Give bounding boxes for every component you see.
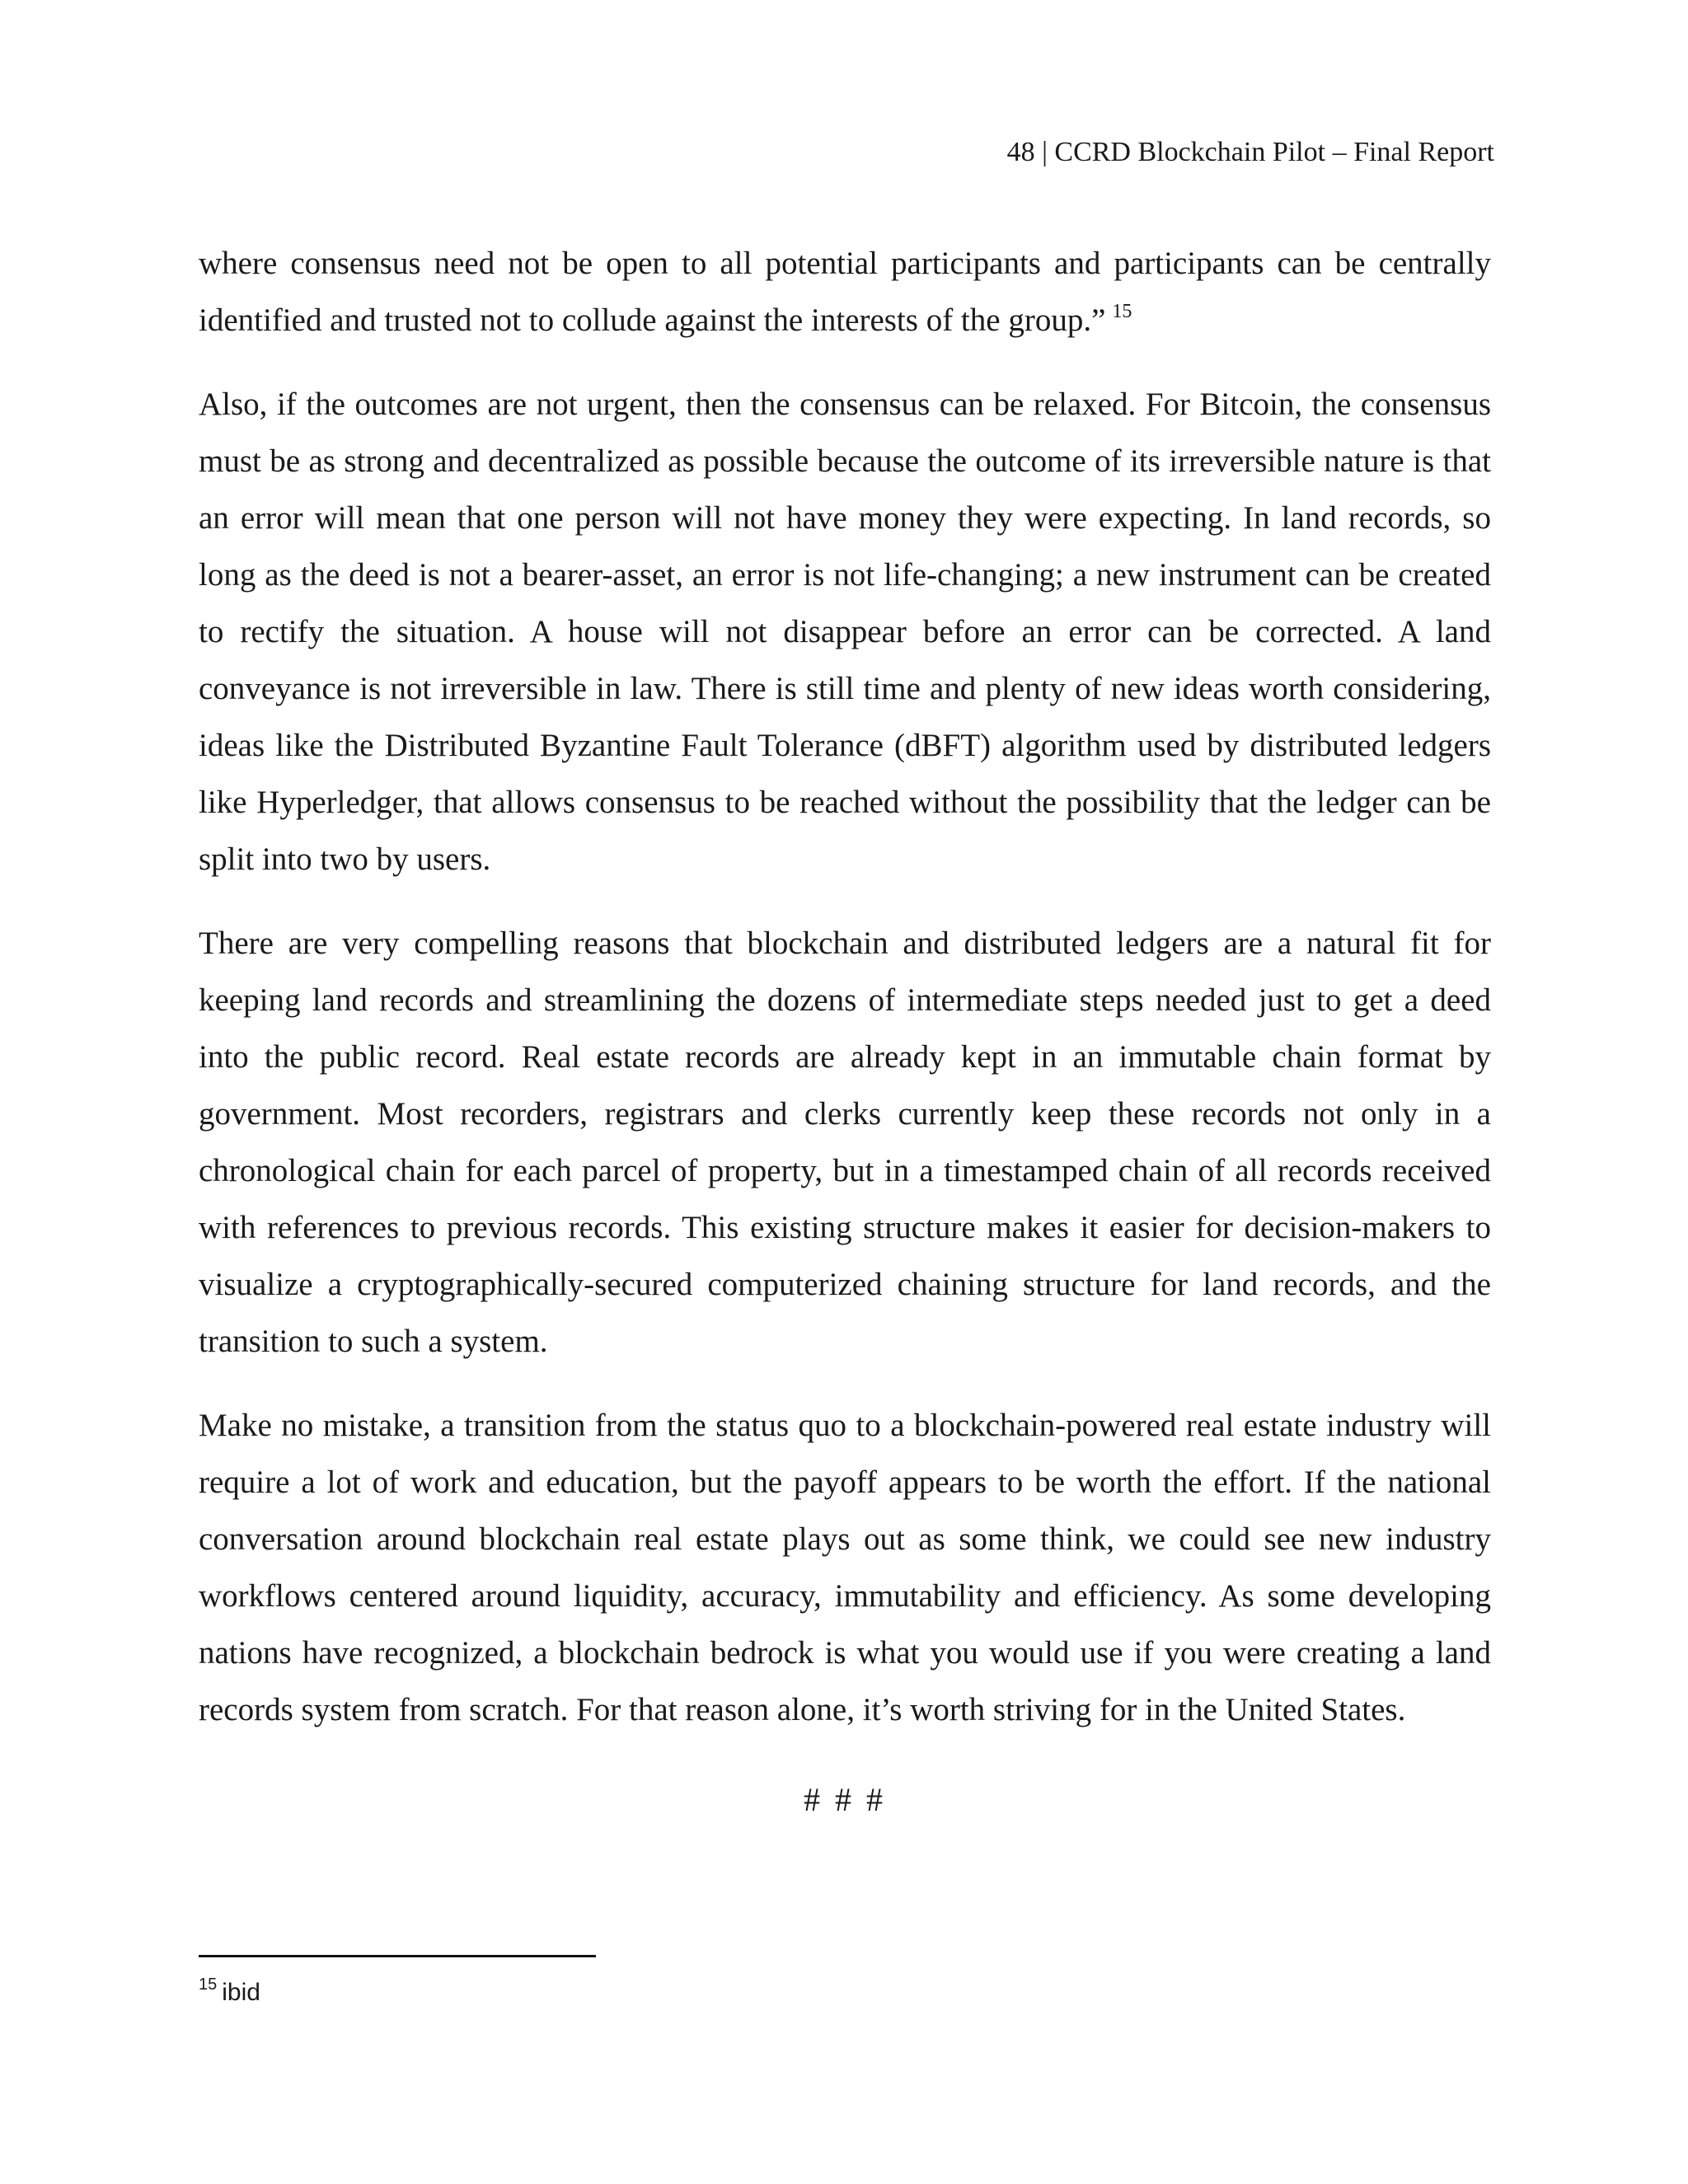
paragraph-1: [199, 235, 1491, 349]
running-header: 48 | CCRD Blockchain Pilot – Final Report: [1006, 137, 1494, 167]
footnote-separator: [199, 1955, 596, 1957]
footnote-reference: 15: [1112, 301, 1132, 322]
paragraph-4: Make no mistake, a transition from the status quo to a blockchain-powered real estate industry will require a lot of work and education, but the payoff appears to be worth the effort. If the national conversation around blockchain real estate plays out as some think, we could see new industry workflows centered around liquidity, accuracy, immutability and efficiency. As some developing nations have recognized, a blockchain bedrock is what you would use if you were creating a land records system from scratch. For that reason alone, it’s worth striving for in the United States.: [199, 1408, 1491, 1727]
body-text: [199, 235, 1491, 1828]
footnote-number: 15: [199, 1975, 218, 1994]
paragraph-1-text: where consensus need not be open to all potential participants and participants can be centrally identified and trusted not to collude against the interests of the group.”: [199, 246, 1491, 338]
paragraph-3: There are very compelling reasons that blockchain and distributed ledgers are a natural fit for keeping land records and streamlining the dozens of intermediate steps needed just to get a deed into the public record. Real estate records are already kept in an immutable chain format by government. Most recorders, registrars and clerks currently keep these records not only in a chronological chain for each parcel of property, but in a timestamped chain of all records received with references to previous records. This existing structure makes it easier for decision-makers to visualize a cryptographically-secured computerized chaining structure for land records, and the transition to such a system.: [199, 926, 1491, 1359]
footnote: [199, 1976, 260, 2009]
end-mark: # # #: [804, 1781, 886, 1818]
footnote-text: ibid: [222, 1979, 260, 2006]
paragraph-2: Also, if the outcomes are not urgent, then the consensus can be relaxed. For Bitcoin, the consensus must be as strong and decentralized as possible because the outcome of its irreversible nature is that an error will mean that one person will not have money they were expecting. In land records, so long as the deed is not a bearer-asset, an error is not life-changing; a new instrument can be created to rectify the situation. A house will not disappear before an error can be corrected. A land conveyance is not irreversible in law. There is still time and plenty of new ideas worth considering, ideas like the Distributed Byzantine Fault Tolerance (dBFT) algorithm used by distributed ledgers like Hyperledger, that allows consensus to be reached without the possibility that the ledger can be split into two by users.: [199, 387, 1491, 877]
